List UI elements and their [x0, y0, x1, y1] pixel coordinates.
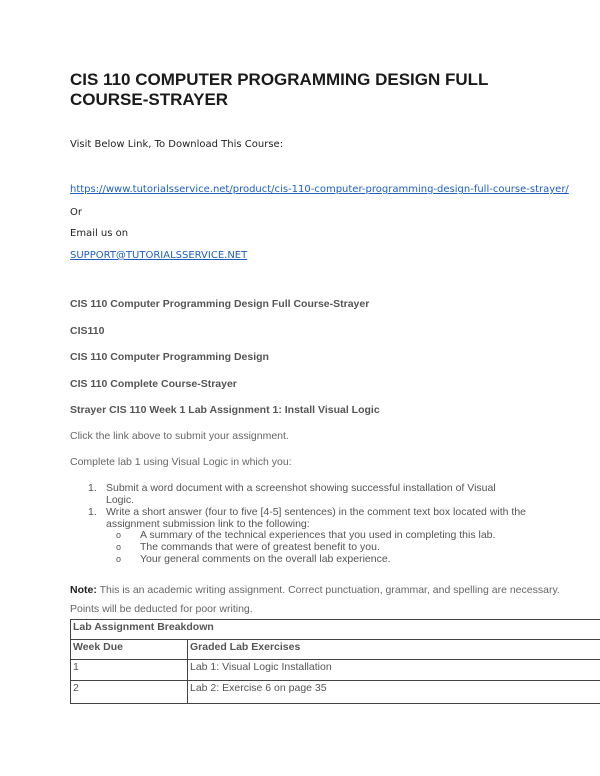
bullet-marker: o — [116, 554, 122, 564]
note-paragraph — [70, 584, 560, 596]
cell-week: 1 — [71, 660, 188, 681]
list-number: 1. — [88, 506, 97, 518]
bullet-item — [116, 553, 391, 565]
cell-exercise: Lab 2: Exercise 6 on page 35 — [188, 681, 600, 704]
subheading-cis110: CIS110 — [70, 325, 105, 337]
table-caption-row — [71, 620, 600, 640]
bullet-item — [116, 541, 380, 553]
bullet-marker: o — [116, 530, 122, 540]
subheading-week1-lab: Strayer CIS 110 Week 1 Lab Assignment 1: Install Visual Logic — [70, 404, 380, 416]
list-number: 1. — [88, 482, 97, 494]
cell-week: 2 — [71, 681, 188, 704]
table-caption: Lab Assignment Breakdown — [71, 620, 600, 640]
table-header-row — [71, 640, 600, 660]
list-text: Submit a word document with a screenshot showing successful installation of Visual Logic. — [106, 482, 496, 506]
bullet-text: A summary of the technical experiences that you used in completing this lab. — [140, 529, 496, 541]
table-row — [71, 660, 600, 681]
points-deduction-text: Points will be deducted for poor writing. — [70, 603, 253, 615]
list-text: Write a short answer (four to five [4-5] sentences) in the comment text box located with the assignment submission link to the following: — [106, 506, 526, 530]
bullet-text: Your general comments on the overall lab experience. — [140, 553, 391, 565]
header-graded-lab-exercises: Graded Lab Exercises — [188, 640, 600, 660]
support-email-link[interactable]: SUPPORT@TUTORIALSSERVICE.NET — [70, 250, 248, 261]
cell-exercise: Lab 1: Visual Logic Installation — [188, 660, 600, 681]
page-title: CIS 110 COMPUTER PROGRAMMING DESIGN FULL COURSE-STRAYER — [70, 70, 489, 109]
subheading-programming-design: CIS 110 Computer Programming Design — [70, 351, 269, 363]
email-text: Email us on — [70, 228, 129, 239]
header-week-due: Week Due — [71, 640, 188, 660]
list-item — [88, 506, 526, 530]
note-text: This is an academic writing assignment. Correct punctuation, grammar, and spelling are necessary. — [96, 584, 560, 596]
download-link[interactable]: https://www.tutorialsservice.net/product/cis-110-computer-programming-design-full-course-strayer/ — [70, 184, 569, 195]
subheading-complete-course: CIS 110 Complete Course-Strayer — [70, 378, 237, 390]
table-row — [71, 681, 600, 704]
instruction-submit: Click the link above to submit your assignment. — [70, 430, 289, 442]
or-text: Or — [70, 207, 82, 218]
note-label: Note: — [70, 584, 97, 596]
subheading-full-course: CIS 110 Computer Programming Design Full Course-Strayer — [70, 298, 370, 310]
lab-breakdown-table — [70, 619, 600, 704]
bullet-text: The commands that were of greatest benefit to you. — [140, 541, 380, 553]
visit-text: Visit Below Link, To Download This Course: — [70, 139, 284, 150]
instruction-complete-lab: Complete lab 1 using Visual Logic in which you: — [70, 456, 292, 468]
list-item — [88, 482, 496, 506]
bullet-marker: o — [116, 542, 122, 552]
bullet-item — [116, 529, 495, 541]
